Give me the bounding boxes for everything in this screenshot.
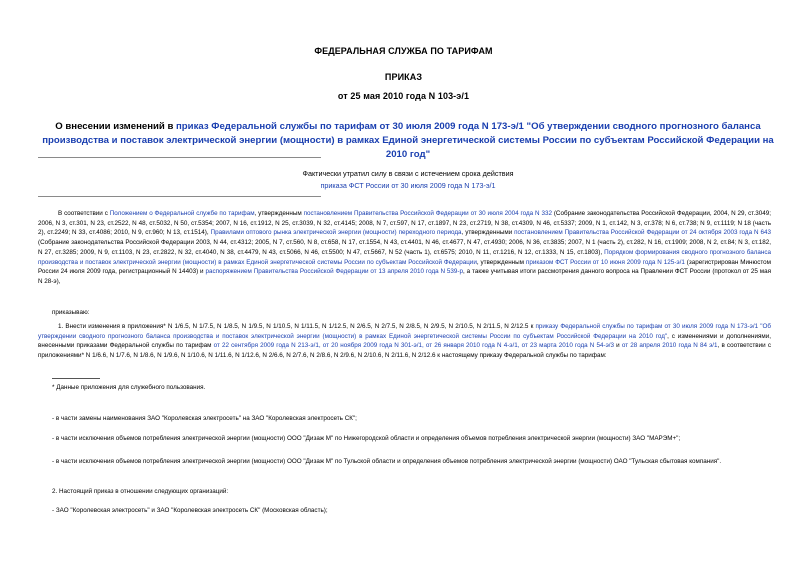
- link-government-decree-643[interactable]: постановлением Правительства Российской Федерации от 24 октября 2003 года N 643: [514, 229, 771, 237]
- preamble-text-4: , утвержденными: [461, 229, 515, 237]
- link-fst-order-125[interactable]: приказом ФСТ России от 10 июня 2009 года N 125-э/1: [525, 258, 685, 266]
- preamble-text-1: В соответствии с: [58, 210, 110, 217]
- lapsed-note-link[interactable]: приказа ФСТ России от 30 июля 2009 года N 173-э/1: [320, 181, 496, 190]
- agency-heading: ФЕДЕРАЛЬНАЯ СЛУЖБА ПО ТАРИФАМ: [314, 46, 493, 56]
- divider-bottom: [38, 196, 321, 197]
- item-1-paragraph: [38, 322, 771, 361]
- item1-text-1: 1. Внести изменения в приложения* N 1/6.5, N 1/7.5, N 1/8.5, N 1/9.5, N 1/10.5, N 1/11.5, N 1/12.5, N 2/6.5, N 2/7.5, N 2/8.5, N 2/9.5, N 2/10.5, N 2/11.5, N 2/12.5 к: [58, 323, 536, 330]
- bullet-item: - в части исключения объемов потребления электрической энергии (мощности) ООО "Дизаж М" по Тульской области и определения объемов потребления электрической энергии (мощности) ОАО "Тульская сбытовая компания".: [52, 458, 722, 465]
- link-order-173[interactable]: приказу Федеральной службы по тарифам от 30 июля 2009 года N 173-э/1 "Об утверждении сводного прогнозного баланса производства и поставок электрической энергии (мощности) в рамках Единой энергетической системы России по субъектам Российской Федерации на 2010 год": [38, 323, 771, 340]
- orders-line: приказываю:: [52, 309, 90, 316]
- item-2-paragraph: 2. Настоящий приказ в отношении следующих организаций:: [52, 488, 229, 495]
- title-prefix: О внесении изменений в: [55, 121, 177, 132]
- preamble-text-7: (зарегистрирован Минюстом России 24 июля 2009 года, регистрационный N 14403) и: [38, 258, 771, 276]
- item1-text-2: , с изменениями и дополнениями, внесенными приказами Федеральной службы по тарифам: [38, 332, 772, 350]
- preamble-paragraph: [38, 209, 771, 287]
- lapsed-note-text: Фактически утратил силу в связи с истечением срока действия: [302, 169, 514, 178]
- footnote: * Данные приложения для служебного пользования.: [52, 384, 206, 391]
- footnote-rule: [52, 378, 100, 379]
- preamble-text-5: (Собрание законодательства Российской Федерации 2003, N 44, ст.4312; 2005, N 7, ст.560, N 8, ст.658, N 17, ст.1554, N 43, ст.4401, N 46, ст.4677, N 47, ст.4930; 2006, N 36, ст.3835; 2007, N 1 (часть 2), ст.282, N 16, ст.1909; 2008, N 2, ст.84; N 3, ст.182, N 27, ст.3285; 2009, N 9, ст.1103, N 23, ст.2822, N 32, ст.4040, N 38, ст.4479, N 43, ст.5066, N 46, ст.5500; N 47, ст.5667, N 52 (часть 1), ст.6575; 2010, N 11, ст.1216, N 12, ст.1333, N 15, ст.1803),: [38, 239, 771, 256]
- item-2-bullet: - ЗАО "Королевская электросеть" и ЗАО "Королевская электросеть СК" (Московская область);: [52, 507, 328, 514]
- title-link-order-173[interactable]: приказ Федеральной службы по тарифам от 30 июля 2009 года N 173-э/1 "Об утверждении сводного прогнозного баланса производства и поставок электрической энергии (мощности) в рамках Единой энергетической системы России по субъектам Российской Федерации на 2010 год": [42, 121, 774, 160]
- date-number-heading: от 25 мая 2010 года N 103-э/1: [337, 91, 470, 101]
- item1-text-4: , в соответствии с приложениями* N 1/6.6, N 1/7.6, N 1/8.6, N 1/9.6, N 1/10.6, N 1/11.6, N 1/12.6, N 2/6.6, N 2/7.6, N 2/8.6, N 2/9.6, N 2/10.6, N 2/11.6, N 2/12.6 к настоящему приказу Федеральной службы по тарифам:: [38, 342, 771, 360]
- link-government-decree-332[interactable]: постановлением Правительства Российской Федерации от 30 июля 2004 года N 332: [303, 210, 552, 217]
- order-title: [38, 120, 778, 162]
- link-government-order-539[interactable]: распоряжением Правительства Российской Федерации от 13 апреля 2010 года N 539-р: [205, 268, 464, 276]
- preamble-text-2: , утвержденным: [254, 210, 304, 217]
- preamble-text-3: (Собрание законодательства Российской Федерации, 2004, N 29, ст.3049; 2006, N 3, ст.301, N 23, ст.2522, N 48, ст.5032, N 50, ст.5354; 2007, N 16, ст.1912, N 25, ст.3039, N 32, ст.4145; 2008, N 7, ст.597, N 17, ст.1897, N 23, ст.2719, N 38, ст.4309, N 46, ст.5337; 2009, N 1, ст.142, N 3, ст.378; N 6, ст.738; N 9, ст.1119; N 18 (часть 2), ст.2249; N 33, ст.4086; 2010, N 9, ст.960; N 13, ст.1514),: [38, 210, 771, 237]
- link-order-84[interactable]: от 28 апреля 2010 года N 84 э/1: [621, 342, 718, 350]
- link-amending-orders[interactable]: от 22 сентября 2009 года N 213-э/1, от 20 ноября 2009 года N 301-э/1, от 26 января 2010 года N 4-э/1, от 23 марта 2010 года N 54-э/3: [213, 342, 615, 350]
- bullet-item: - в части замены наименования ЗАО "Королевская электросеть" на ЗАО "Королевская электросеть СК";: [52, 415, 357, 422]
- divider-top: [38, 157, 321, 158]
- preamble-text-6: , утвержденным: [476, 258, 526, 266]
- link-fst-regulation[interactable]: Положением о Федеральной службе по тарифам: [109, 210, 255, 217]
- item1-text-3: и: [614, 342, 622, 350]
- doc-type-heading: ПРИКАЗ: [384, 72, 423, 82]
- link-balance-procedure[interactable]: Порядком формирования сводного прогнозного баланса производства и поставок электрической энергии (мощности) в рамках Единой энергетической системы России по субъектам Российской Федерации: [38, 248, 772, 266]
- preamble-text-8: , а также учитывая итоги рассмотрения данного вопроса на Правлении ФСТ России (протокол от 25 мая N 28-э),: [38, 268, 771, 285]
- bullet-item: - в части исключения объемов потребления электрической энергии (мощности) ООО "Дизаж М" по Нижегородской области и определения объемов потребления электрической энергии (мощности) ЗАО "МАРЭМ+";: [52, 435, 681, 442]
- link-wholesale-market-rules[interactable]: Правилами оптового рынка электрической энергии (мощности) переходного периода: [210, 229, 462, 237]
- lapsed-note: [38, 168, 778, 192]
